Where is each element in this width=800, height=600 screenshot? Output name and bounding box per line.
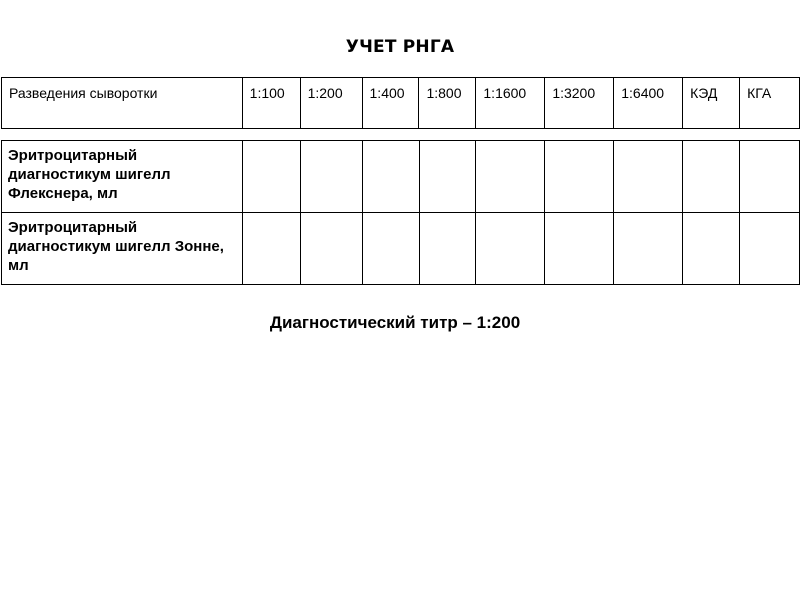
header-dilution-cell: 1:800: [419, 78, 476, 129]
result-cell[interactable]: [683, 213, 740, 285]
header-dilution-cell: 1:400: [362, 78, 419, 129]
result-cell[interactable]: [476, 141, 545, 213]
header-dilution-cell: 1:100: [242, 78, 300, 129]
header-dilution-cell: 1:3200: [545, 78, 614, 129]
table-row: [2, 213, 800, 285]
result-cell[interactable]: [740, 213, 800, 285]
result-cell[interactable]: [300, 213, 362, 285]
table-row: [2, 141, 800, 213]
result-cell[interactable]: [545, 141, 614, 213]
results-table: [1, 140, 800, 285]
result-cell[interactable]: [476, 213, 545, 285]
result-cell[interactable]: [419, 213, 476, 285]
result-cell[interactable]: [419, 141, 476, 213]
result-cell[interactable]: [614, 213, 683, 285]
header-control-cell: КЭД: [683, 78, 740, 129]
header-label-cell: Разведения сыворотки: [2, 78, 243, 129]
row-label-flexner: Эритроцитарный диагностикум шигелл Флекснера, мл: [2, 141, 243, 213]
row-label-sonne: Эритроцитарный диагностикум шигелл Зонне, мл: [2, 213, 243, 285]
result-cell[interactable]: [242, 213, 300, 285]
header-dilution-cell: 1:1600: [476, 78, 545, 129]
result-cell[interactable]: [242, 141, 300, 213]
header-row: [2, 78, 800, 129]
document-title: УЧЕТ РНГА: [345, 37, 455, 57]
result-cell[interactable]: [362, 213, 419, 285]
result-cell[interactable]: [683, 141, 740, 213]
header-dilution-cell: 1:6400: [614, 78, 683, 129]
result-cell[interactable]: [614, 141, 683, 213]
header-dilution-cell: 1:200: [300, 78, 362, 129]
result-cell[interactable]: [740, 141, 800, 213]
header-control-cell: КГА: [740, 78, 800, 129]
result-cell[interactable]: [545, 213, 614, 285]
result-cell[interactable]: [300, 141, 362, 213]
diagnostic-titer-text: Диагностический титр – 1:200: [269, 313, 521, 332]
dilution-header-table: [1, 77, 800, 129]
result-cell[interactable]: [362, 141, 419, 213]
